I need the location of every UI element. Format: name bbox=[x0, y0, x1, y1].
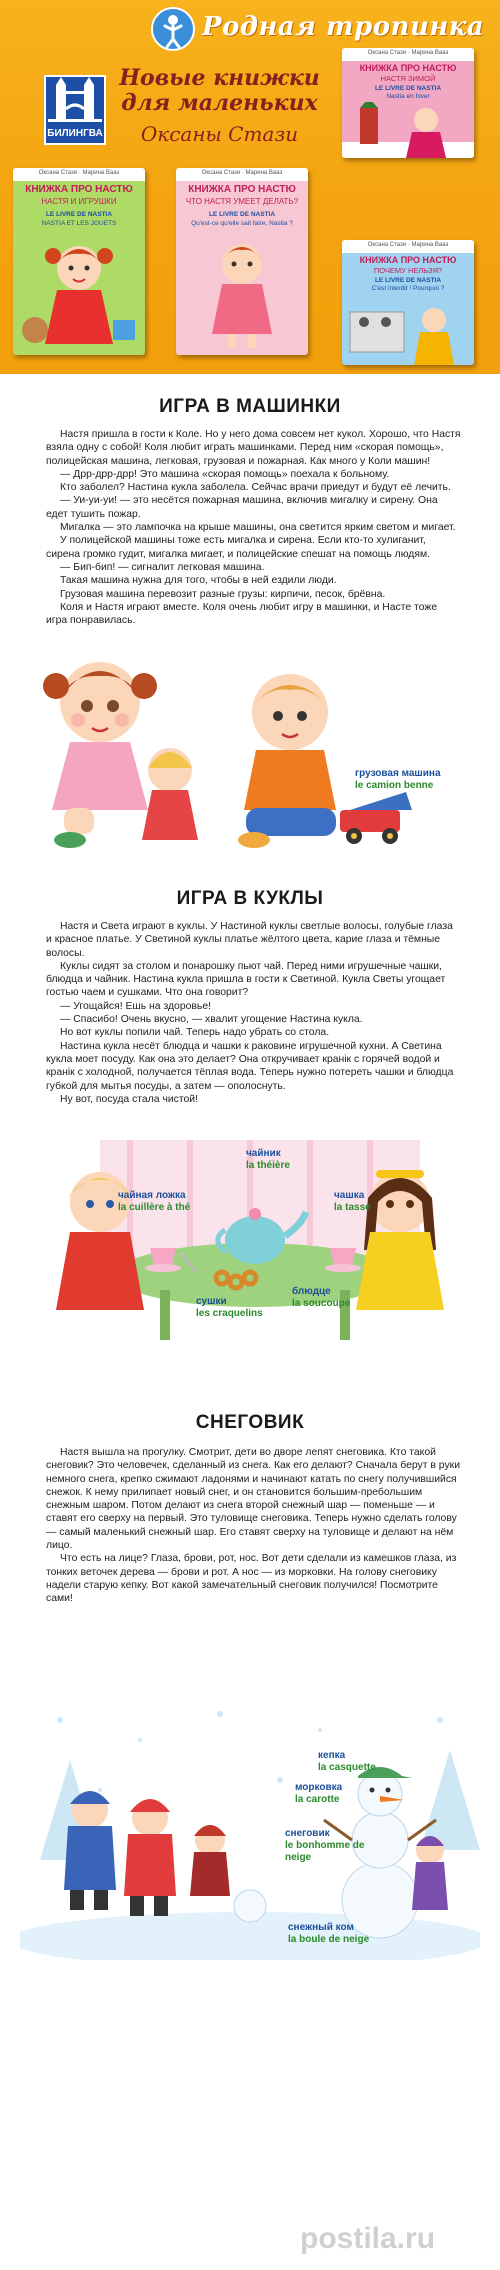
paragraph: Настя и Света играют в куклы. У Настиной куклы светлые волосы, голубые глаза и красное платье. У Светиной куклы платье жёлтого цвета, карие глаза и тёмные волосы. bbox=[46, 921, 453, 959]
publisher-logo bbox=[44, 75, 106, 145]
book-title-fr: LE LIVRE DE NASTIA bbox=[374, 85, 442, 92]
book-subtitle-ru: НАСТЯ И ИГРУШКИ bbox=[41, 197, 117, 206]
label-ru: снежный ком bbox=[288, 1922, 354, 1933]
paragraph: У полицейской машины тоже есть мигалка и сирена. Если кто-то хулиганит, сирена громко гудит, мигалка мигает, и полицейские спешат на помощь людям. bbox=[46, 535, 430, 560]
label-fr: la tasse bbox=[334, 1202, 371, 1213]
paragraph: Такая машина нужна для того, чтобы в ней ездили люди. bbox=[60, 575, 337, 587]
banner-headline bbox=[112, 66, 327, 116]
paragraph: Мигалка — это лампочка на крыше машины, она светится ярким светом и мигает. bbox=[60, 522, 456, 534]
section-title-snowman: СНЕГОВИК bbox=[195, 1412, 305, 1433]
doll-figure bbox=[142, 748, 198, 840]
book-cover-what-can-do[interactable] bbox=[176, 168, 308, 355]
paragraph: — Уи-уи-уи! — это несётся пожарная машина, включив мигалку и сирену. Она едет тушить пожар. bbox=[46, 495, 438, 520]
label-ru: чайная ложка bbox=[118, 1190, 186, 1201]
headline-line-2: для маленьких bbox=[121, 90, 318, 116]
boy-figure bbox=[238, 674, 336, 848]
label-fr: la théière bbox=[246, 1160, 290, 1171]
book-title-fr: LE LIVRE DE NASTIA bbox=[208, 211, 276, 218]
book-authors: Оксана Стази · Марина Вааз bbox=[367, 50, 449, 56]
label-snowman bbox=[285, 1828, 375, 1864]
book-title-ru: КНИЖКА ПРО НАСТЮ bbox=[188, 184, 296, 195]
banner-author: Оксаны Стази bbox=[140, 122, 299, 146]
book-subtitle-fr: C'est interdit ! Pourquoi ? bbox=[371, 285, 445, 292]
book-subtitle-fr: Nastia en hiver bbox=[386, 93, 430, 100]
label-bagels bbox=[196, 1296, 263, 1320]
paragraph: Настя вышла на прогулку. Смотрит, дети во дворе лепят снеговика. Кто такой снеговик? Это человечек, сделанный из снега. Как его делают? Сначала берут в руки немного снега, крепко сжимают ладонями и начинают катать по снегу получившийся снежок. К нему прилипает новый снег, и он становится большим-пребольшим снежным шаром. Потом делают из снега второй снежный шар — поменьше — и ставят его сверху на первый. Это туловище снеговика. Теперь нужно сделать голову — самый маленький снежный шар. Его ставят сверху на туловище и делают на нём лицо. bbox=[46, 1447, 461, 1552]
book-cover-winter[interactable] bbox=[342, 48, 474, 158]
girl-with-toys-illustration bbox=[13, 234, 145, 354]
paragraph: — Дрр-дрр-дрр! Это машина «скорая помощь» поехала к больному. bbox=[60, 468, 390, 480]
kitchen-scene-illustration bbox=[342, 296, 474, 365]
label-fr: la boule de neige bbox=[288, 1934, 370, 1945]
label-fr: la carotte bbox=[295, 1794, 340, 1805]
brand-logo-icon bbox=[150, 6, 196, 52]
book-title-ru: КНИЖКА ПРО НАСТЮ bbox=[359, 63, 457, 73]
label-ru: чайник bbox=[246, 1148, 281, 1159]
book-cover-toys[interactable] bbox=[13, 168, 145, 355]
book-authors: Оксана Стази · Марина Вааз bbox=[367, 242, 449, 248]
label-cap bbox=[318, 1750, 376, 1774]
paragraph: Грузовая машина перевозит разные грузы: кирпичи, песок, брёвна. bbox=[60, 588, 386, 600]
girl-standing-illustration bbox=[176, 234, 308, 354]
paragraph: — Угощайся! Ешь на здоровье! bbox=[60, 1000, 211, 1012]
label-fr: la casquette bbox=[318, 1762, 376, 1773]
tower-bridge-icon bbox=[46, 77, 104, 127]
child-figure bbox=[190, 1825, 230, 1896]
publisher-logo-text: БИЛИНГВА bbox=[47, 128, 103, 139]
kids-playing-cars-illustration bbox=[40, 650, 460, 855]
book-cover-why-not[interactable] bbox=[342, 240, 474, 365]
label-fr: le camion benne bbox=[355, 780, 434, 791]
paragraph: Кто заболел? Настина кукла заболела. Сейчас врачи приедут и будут её лечить. bbox=[60, 482, 451, 494]
headline-line-1: Новые книжки bbox=[119, 65, 320, 91]
label-fr: les craquelins bbox=[196, 1308, 263, 1319]
label-cup bbox=[334, 1190, 371, 1214]
paragraph: Настя пришла в гости к Коле. Но у него дома совсем нет кукол. Хорошо, что Настя взяла одну с собой! Коля любит играть машинками. Перед ним «скорая помощь», полицейская машина, легковая, грузовая и пожарная. Как много у Коли машин! bbox=[46, 429, 461, 467]
label-fr: le bonhomme de neige bbox=[285, 1840, 365, 1863]
label-ru: кепка bbox=[318, 1750, 346, 1761]
promo-banner bbox=[0, 0, 500, 374]
paragraph: Но вот куклы попили чай. Теперь надо убрать со стола. bbox=[60, 1027, 330, 1039]
label-ru: сушки bbox=[196, 1296, 227, 1307]
snowman-scene-illustration bbox=[20, 1700, 480, 1960]
book-subtitle-ru: ПОЧЕМУ НЕЛЬЗЯ? bbox=[373, 266, 443, 275]
paragraph: Коля и Настя играют вместе. Коля очень любит игру в машинки, и Насте тоже игра понравилась. bbox=[46, 601, 438, 627]
label-snowball bbox=[288, 1922, 369, 1946]
label-ru: блюдце bbox=[292, 1286, 331, 1297]
paragraph: Ну вот, посуда стала чистой! bbox=[60, 1093, 198, 1105]
label-teapot bbox=[246, 1148, 290, 1172]
book-title-ru: КНИЖКА ПРО НАСТЮ bbox=[359, 255, 457, 265]
label-saucer bbox=[292, 1286, 350, 1310]
brand-header bbox=[150, 6, 490, 50]
label-dump-truck bbox=[355, 768, 441, 792]
section-title-dolls: ИГРА В КУКЛЫ bbox=[176, 888, 324, 909]
girl-figure bbox=[43, 662, 157, 848]
label-ru: чашка bbox=[334, 1190, 365, 1201]
book-authors: Оксана Стази · Марина Вааз bbox=[38, 170, 120, 176]
label-teaspoon bbox=[118, 1190, 190, 1214]
book-authors: Оксана Стази · Марина Вааз bbox=[201, 170, 283, 176]
section-text-cars bbox=[46, 428, 461, 627]
section-title-cars: ИГРА В МАШИНКИ bbox=[159, 396, 341, 417]
brand-title: Родная тропинка bbox=[202, 12, 485, 42]
site-watermark: postila.ru bbox=[300, 2222, 436, 2255]
label-carrot bbox=[295, 1782, 342, 1806]
book-subtitle-ru: НАСТЯ ЗИМОЙ bbox=[380, 74, 436, 83]
label-ru: грузовая машина bbox=[355, 768, 441, 779]
section-text-snowman bbox=[46, 1446, 461, 1606]
snowball-icon bbox=[234, 1890, 266, 1922]
book-title-fr: LE LIVRE DE NASTIA bbox=[374, 277, 442, 284]
label-ru: снеговик bbox=[285, 1828, 330, 1839]
label-ru: морковка bbox=[295, 1782, 343, 1793]
winter-scene-illustration bbox=[342, 102, 474, 158]
dump-truck-icon bbox=[340, 792, 412, 844]
paragraph: Куклы сидят за столом и понарошку пьют чай. Перед ними игрушечные чашки, блюдца и чайник. Настина кукла пришла в гости к Светиной. Кукла Светы угощает гостью чаем и сушками. Что она говорит? bbox=[46, 960, 446, 999]
book-title-fr: LE LIVRE DE NASTIA bbox=[45, 211, 113, 218]
book-title-ru: КНИЖКА ПРО НАСТЮ bbox=[25, 184, 133, 195]
paragraph: — Бип-бип! — сигналит легковая машина. bbox=[60, 561, 265, 573]
paragraph: Что есть на лице? Глаза, брови, рот, нос. Вот дети сделали из камешков глаза, из тонких веточек дерева — брови и рот. А нос — из морковки. На голову снеговику надели старую кепку. Вот какой замечательный снеговик получился! Посмотрите сами! bbox=[46, 1553, 457, 1605]
child-figure bbox=[412, 1836, 448, 1910]
book-subtitle-fr: NASTIA ET LES JOUETS bbox=[41, 220, 117, 227]
book-subtitle-fr: Qu'est-ce qu'elle sait faire, Nastia ? bbox=[191, 220, 293, 227]
book-subtitle-ru: ЧТО НАСТЯ УМЕЕТ ДЕЛАТЬ? bbox=[185, 197, 299, 206]
paragraph: Настина кукла несёт блюдца и чашки к раковине игрушечной кухни. А Светина кукла моет посуду. Как она это делает? Она откручивает кранік с горячей водой и кранік с холодной, получается тёплая вода. Теперь нужно потереть чашки и блюдца губкой для мытья посуды, а затем — ополоснуть. bbox=[46, 1040, 454, 1092]
section-text-dolls bbox=[46, 920, 461, 1106]
label-fr: la cuillère à thé bbox=[118, 1202, 191, 1213]
label-fr: la soucoupe bbox=[292, 1298, 351, 1309]
paragraph: — Спасибо! Очень вкусно, — хвалит угощение Настина кукла. bbox=[60, 1014, 363, 1026]
